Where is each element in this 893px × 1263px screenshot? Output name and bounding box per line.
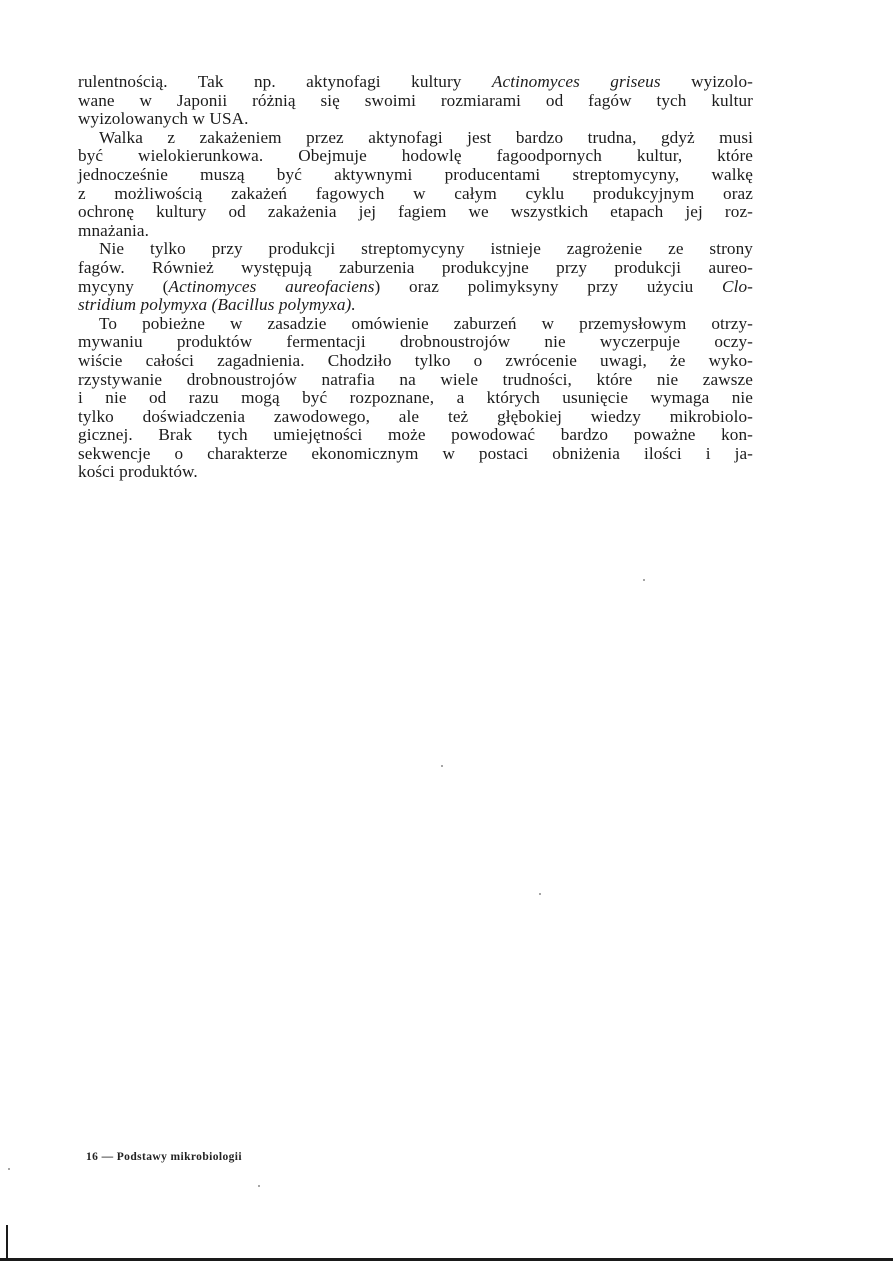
text-line — [78, 426, 753, 445]
text-run: wyizolowanych w USA. — [78, 109, 249, 129]
text-run: wane w Japonii różnią się swoimi rozmiarami od fagów tych kultur — [78, 90, 753, 110]
text-line — [78, 92, 753, 111]
page-footer: 16 — Podstawy mikrobiologii — [86, 1151, 242, 1163]
text-line — [78, 408, 753, 427]
text-run: mnażania. — [78, 220, 150, 240]
text-run: z możliwością zakażeń fagowych w całym cyklu produkcyjnym oraz — [78, 183, 753, 203]
text-line — [78, 463, 753, 482]
text-line — [78, 203, 753, 222]
text-line — [78, 73, 753, 92]
text-run: jednocześnie muszą być aktywnymi producentami streptomycyny, walkę — [78, 164, 753, 184]
text-line — [78, 352, 753, 371]
scan-bottom-edge — [0, 1258, 893, 1261]
scan-speck — [8, 1168, 10, 1170]
body-text — [78, 73, 753, 482]
text-line — [78, 147, 753, 166]
scan-speck — [539, 893, 541, 895]
scan-speck — [258, 1185, 260, 1187]
scan-speck — [441, 765, 443, 767]
text-run: rzystywanie drobnoustrojów natrafia na wiele trudności, które nie zawsze — [78, 369, 753, 389]
text-run: ) oraz polimyksyny przy użyciu — [374, 276, 723, 296]
text-run: być wielokierunkowa. Obejmuje hodowlę fagoodpornych kultur, które — [78, 146, 753, 166]
text-run: Walka z zakażeniem przez aktynofagi jest bardzo trudna, gdyż musi — [99, 127, 753, 147]
text-line — [78, 259, 753, 278]
text-run: i nie od razu mogą być rozpoznane, a których usunięcie wymaga nie — [78, 388, 753, 408]
italic-text-run: Actinomyces aureofaciens — [168, 276, 375, 296]
text-run: To pobieżne w zasadzie omówienie zaburzeń w przemysłowym otrzy- — [99, 313, 753, 333]
scan-left-mark — [6, 1225, 8, 1261]
text-run: sekwencje o charakterze ekonomicznym w postaci obniżenia ilości i ja- — [78, 443, 753, 463]
text-line — [78, 240, 753, 259]
text-line — [78, 278, 753, 297]
text-line — [78, 333, 753, 352]
text-line — [78, 110, 753, 129]
text-run: tylko doświadczenia zawodowego, ale też głębokiej wiedzy mikrobiolo- — [78, 406, 753, 426]
scan-speck — [643, 579, 645, 581]
text-run: fagów. Również występują zaburzenia produkcyjne przy produkcji aureo- — [78, 257, 753, 277]
text-run: gicznej. Brak tych umiejętności może powodować bardzo poważne kon- — [78, 425, 753, 445]
text-line — [78, 166, 753, 185]
text-run: wiście całości zagadnienia. Chodziło tylko o zwrócenie uwagi, że wyko- — [78, 350, 753, 370]
text-run: kości produktów. — [78, 462, 198, 482]
text-line — [78, 315, 753, 334]
text-run: mywaniu produktów fermentacji drobnoustrojów nie wyczerpuje oczy- — [78, 332, 753, 352]
italic-text-run: Actinomyces griseus — [491, 72, 661, 91]
text-run: mycyny ( — [78, 276, 169, 296]
text-line — [78, 389, 753, 408]
text-line — [78, 222, 753, 241]
text-line — [78, 371, 753, 390]
italic-text-run: Clo- — [722, 276, 753, 296]
text-run: wyizolo- — [660, 72, 753, 91]
text-line — [78, 445, 753, 464]
text-run: ochronę kultury od zakażenia jej fagiem we wszystkich etapach jej roz- — [78, 202, 753, 222]
text-line — [78, 129, 753, 148]
text-run: Nie tylko przy produkcji streptomycyny istnieje zagrożenie ze strony — [99, 239, 753, 259]
italic-text-run: stridium polymyxa (Bacillus polymyxa). — [78, 295, 356, 315]
text-line — [78, 296, 753, 315]
text-run: rulentnością. Tak np. aktynofagi kultury — [78, 72, 492, 91]
text-line — [78, 185, 753, 204]
